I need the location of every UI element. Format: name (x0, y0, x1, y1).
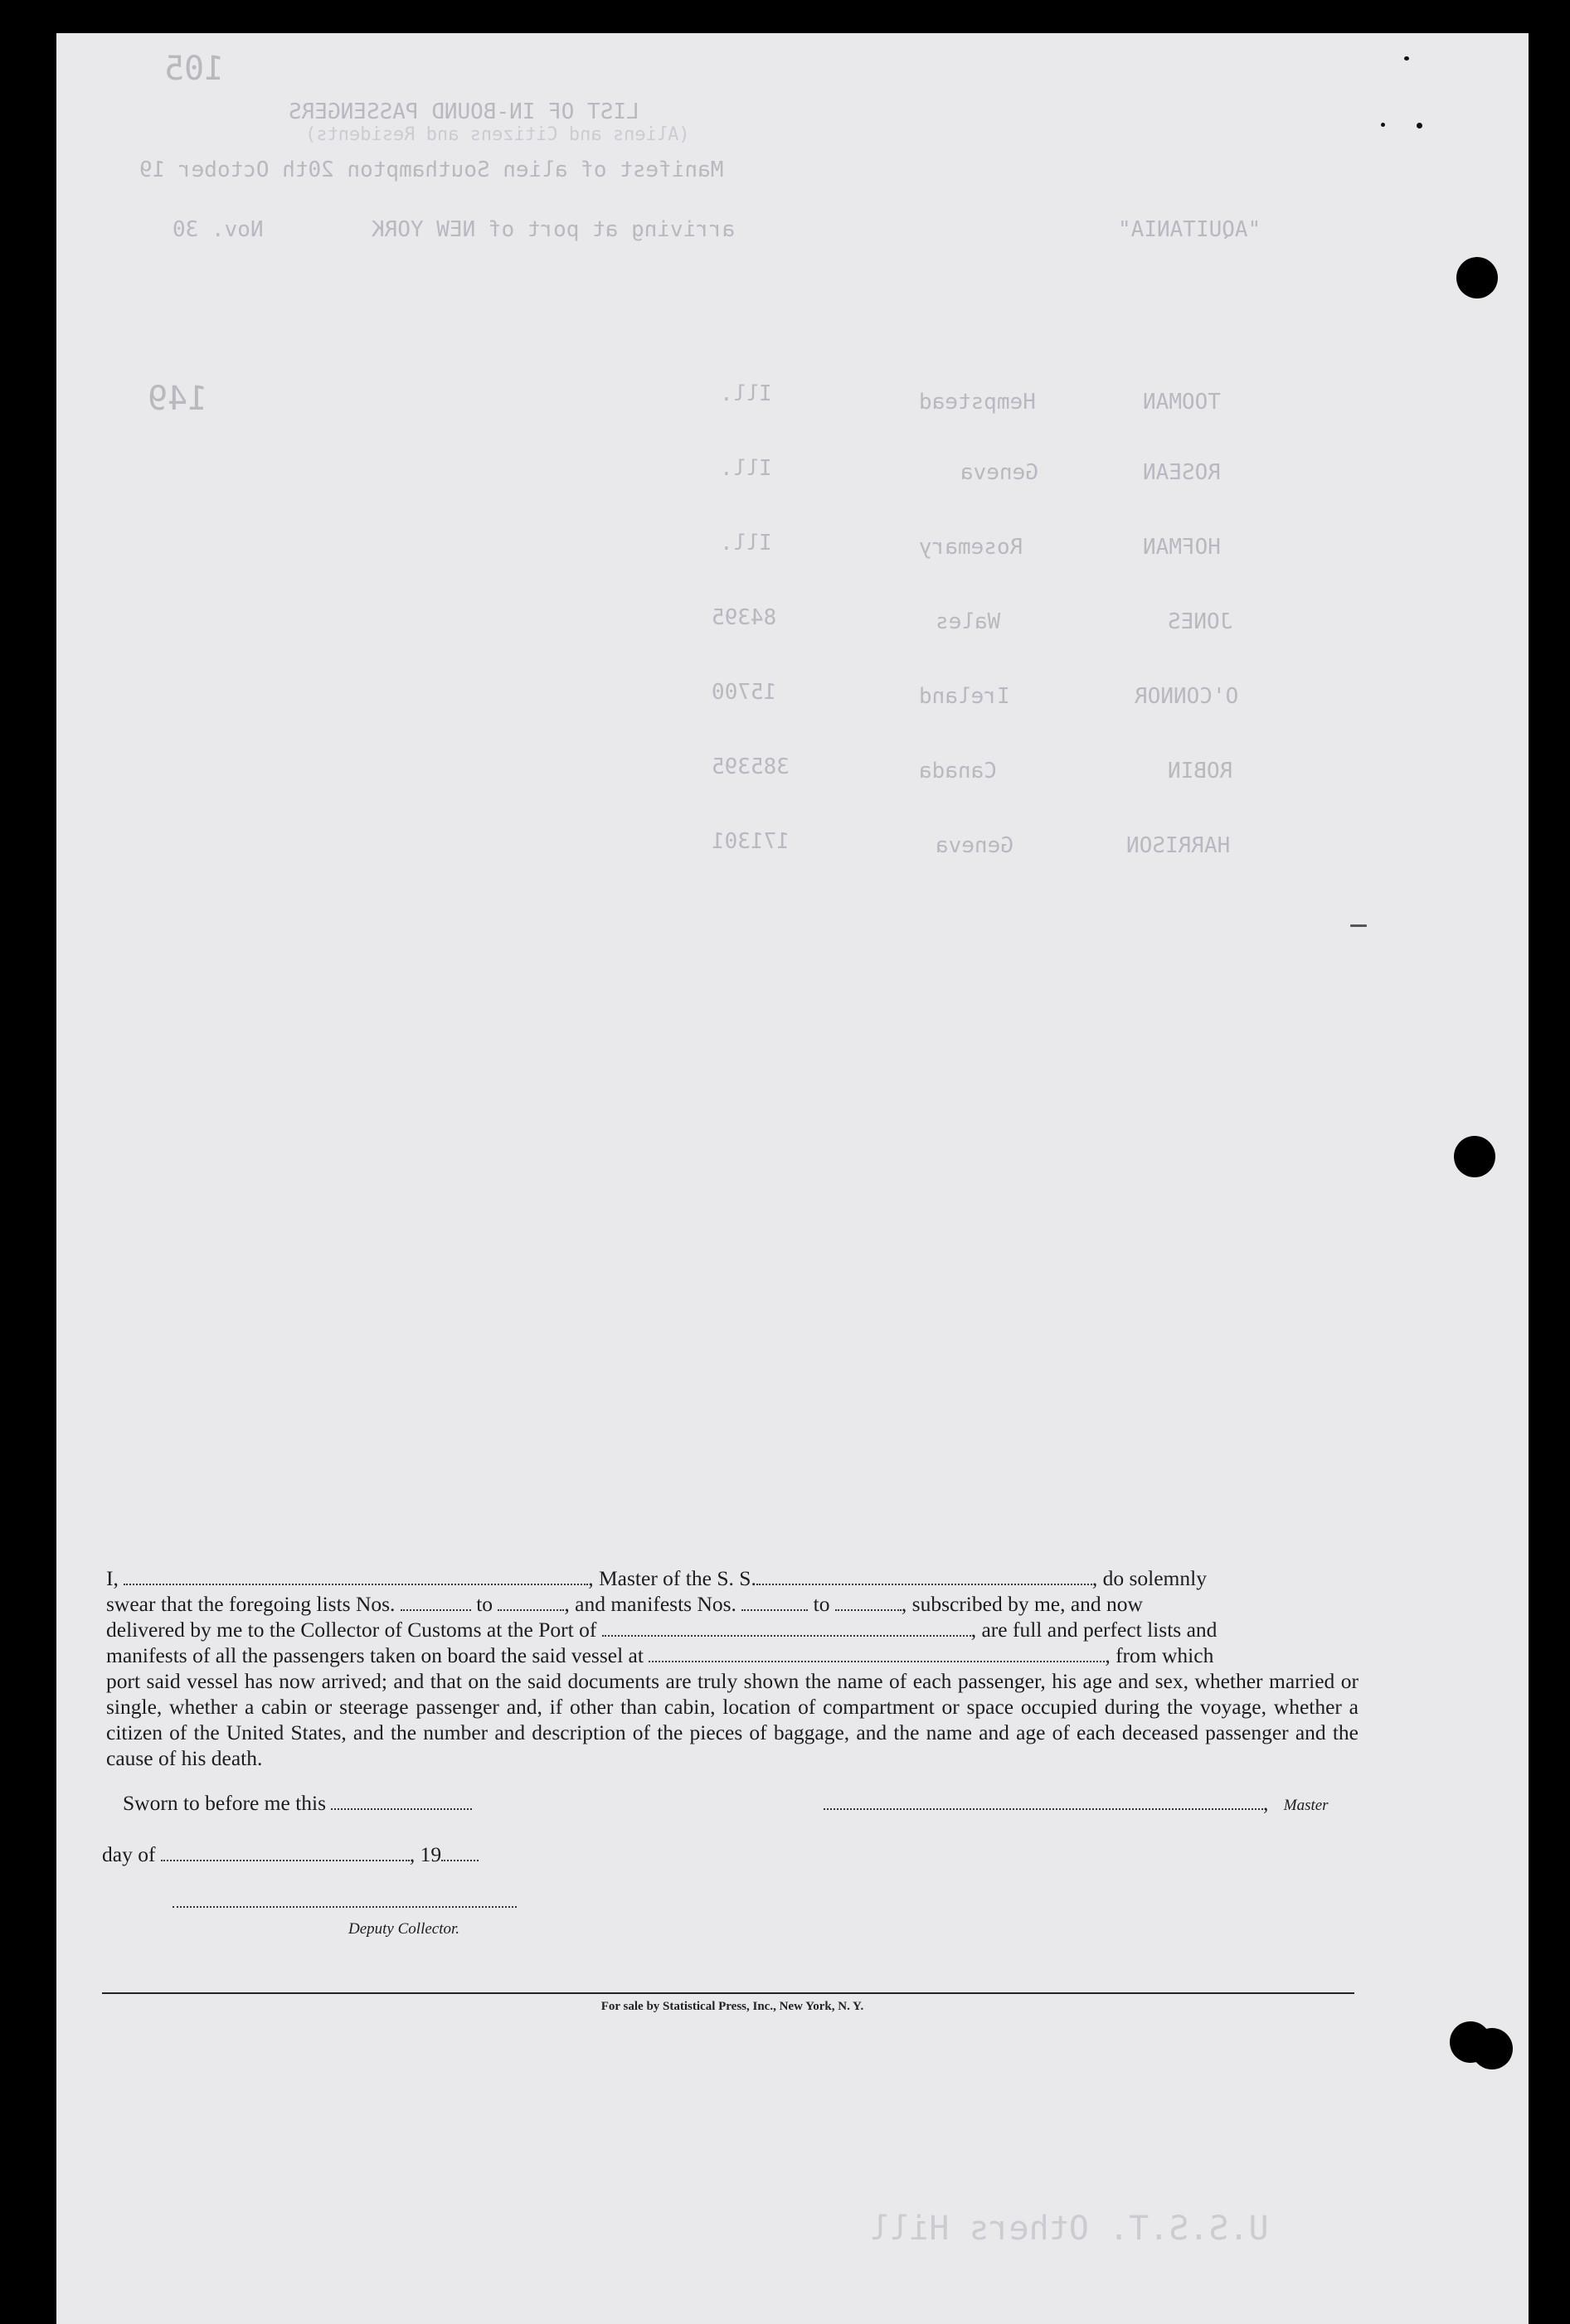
punch-hole-bottom-2 (1471, 2028, 1513, 2069)
year-prefix: , 19 (409, 1842, 442, 1866)
punch-hole-top (1456, 257, 1498, 298)
bleed-row-name: ROBIN (1168, 759, 1233, 784)
bleed-row-place: Ireland (919, 684, 1010, 709)
manifests-to-field[interactable] (835, 1593, 902, 1611)
bleed-row-code: 171301 (712, 829, 790, 854)
day-line (102, 1842, 479, 1867)
master-name-field[interactable] (124, 1567, 588, 1585)
bleed-row-code: Ill. (720, 456, 772, 481)
oath-line-1 (106, 1565, 1359, 1591)
master-signature-line: , Master (824, 1791, 1329, 1816)
master-label: Master (1283, 1797, 1329, 1814)
bleed-list-subtitle: (Aliens and Citizens and Residents) (305, 124, 690, 145)
bleed-row-code: Ill. (720, 531, 772, 556)
bleed-row-place: Geneva (960, 460, 1038, 485)
oath-i: I, (106, 1566, 119, 1590)
oath-subscribed: , subscribed by me, and now (901, 1592, 1143, 1616)
manifest-page (56, 33, 1529, 2324)
ship-name-field[interactable] (756, 1567, 1092, 1585)
deputy-signature-field[interactable] (173, 1890, 517, 1908)
oath-delivered: delivered by me to the Collector of Customs at the Port of (106, 1618, 597, 1642)
deputy-line (173, 1889, 517, 1914)
manifests-from-field[interactable] (741, 1593, 808, 1611)
oath-from-which: , from which (1105, 1643, 1214, 1667)
bleed-row-place: Wales (936, 609, 1001, 634)
bleed-row-name: JONES (1168, 609, 1233, 634)
bleed-row-place: Rosemary (919, 535, 1023, 560)
bleed-row-name: TOOMAN (1143, 390, 1221, 415)
lists-to-field[interactable] (498, 1593, 564, 1611)
bleed-voyage-line: Manifest of alien Southampton 20th October 19 (139, 158, 724, 182)
bleed-bottom-stamp: U.S.S.T. Others Hill (869, 2210, 1269, 2248)
oath-line-2 (106, 1591, 1359, 1617)
oath-swear: swear that the foregoing lists Nos. (106, 1592, 396, 1616)
oath-do-solemnly: , do solemnly (1091, 1566, 1207, 1590)
bleed-row-code: Ill. (720, 381, 772, 406)
oath-body: port said vessel has now arrived; and that on the said documents are truly shown the name of each passenger, his age and sex, whether married or single, whether a cabin or steerage passenger and, if other than cabin, location of compartment or space occupied during the voyage, whether a citizen of the United States, and the number and description of the pieces of baggage, and the name and age of each deceased passenger and the cause of his death. (106, 1669, 1359, 1770)
embark-port-field[interactable] (649, 1644, 1105, 1662)
speck (1404, 56, 1409, 61)
day-field[interactable] (161, 1843, 410, 1861)
speck (1417, 123, 1422, 129)
oath-to-2: to (813, 1592, 830, 1616)
master-oath (106, 1565, 1359, 1771)
speck (1381, 123, 1385, 127)
oath-manifests-all: manifests of all the passengers taken on board the said vessel at (106, 1643, 644, 1667)
bleed-form-number: 105 (164, 50, 225, 88)
sworn-line (123, 1791, 472, 1816)
sworn-date-field[interactable] (331, 1792, 472, 1810)
bleed-row-name: HOFMAN (1143, 535, 1221, 560)
day-label: day of (102, 1842, 156, 1866)
bleed-row-code: 385395 (712, 754, 790, 779)
bleed-row-name: HARRISON (1126, 833, 1231, 858)
footer-rule (102, 1992, 1354, 1994)
punch-hole-middle (1454, 1136, 1495, 1177)
year-field[interactable] (441, 1843, 479, 1861)
speck (1350, 924, 1367, 927)
oath-full-perfect: , are full and perfect lists and (970, 1618, 1218, 1642)
bleed-date-line: Nov. 30 (173, 217, 264, 242)
bleed-row-code: 15700 (712, 680, 777, 705)
bleed-arrival-line: arriving at port of NEW YORK (372, 217, 736, 242)
master-signature-field[interactable] (824, 1792, 1263, 1810)
sworn-label: Sworn to before me this (123, 1791, 327, 1815)
bleed-row-code: 84395 (712, 605, 777, 630)
bleed-row-name: ROSEAN (1143, 460, 1221, 485)
bleed-row-place: Geneva (936, 833, 1013, 858)
bleed-row-place: Hempstead (919, 390, 1036, 415)
oath-line-3 (106, 1617, 1359, 1642)
deputy-label: Deputy Collector. (348, 1920, 460, 1938)
oath-to-1: to (476, 1592, 493, 1616)
port-field[interactable] (602, 1618, 971, 1637)
oath-line-4 (106, 1642, 1359, 1668)
bleed-count-number: 149 (148, 380, 208, 418)
bleed-list-title: LIST OF IN-BOUND PASSENGERS (289, 99, 639, 124)
lists-from-field[interactable] (401, 1593, 471, 1611)
bleed-row-name: O'CONNOR (1135, 684, 1239, 709)
oath-master-of: , Master of the S. S. (588, 1566, 756, 1590)
bleed-row-place: Canada (919, 759, 997, 784)
bleed-ship-name: "AQUITANIA" (1118, 217, 1261, 242)
publisher-note: For sale by Statistical Press, Inc., New York, N. Y. (600, 2000, 864, 2013)
oath-manifests: , and manifests Nos. (564, 1592, 736, 1616)
